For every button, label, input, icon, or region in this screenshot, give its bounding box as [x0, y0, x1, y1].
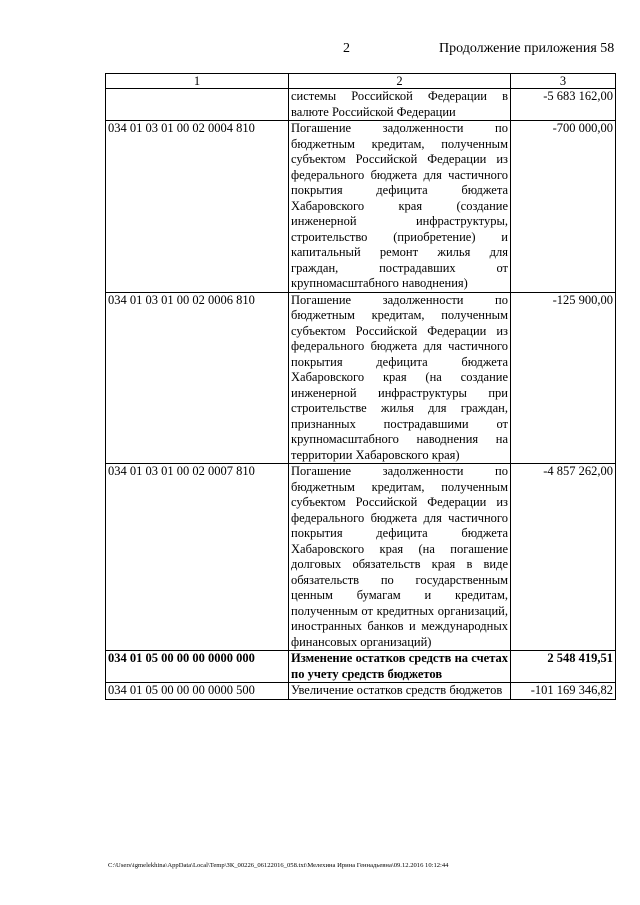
- budget-sources-table: [105, 73, 616, 700]
- table-row: [106, 464, 616, 651]
- row-name: Погашение задолженности по бюджетным кредитам, полученным субъектом Российской Федерации из федерального бюджета для частичного покрытия дефицита бюджета Хабаровского края (создание инженерной инфраструктуры, строительство (приобретение) и капитальный ремонт жилья для граждан, пострадавших от крупномасштабного наводнения): [289, 121, 511, 293]
- row-code: 034 01 05 00 00 00 0000 500: [106, 683, 289, 700]
- row-code: 034 01 03 01 00 02 0007 810: [106, 464, 289, 651]
- table-row: [106, 89, 616, 121]
- row-code: 034 01 03 01 00 02 0006 810: [106, 292, 289, 464]
- table-row: [106, 121, 616, 293]
- table-row: [106, 683, 616, 700]
- row-name: Погашение задолженности по бюджетным кредитам, полученным субъектом Российской Федерации из федерального бюджета для частичного покрытия дефицита бюджета Хабаровского края (на создание инженерной инфраструктуры при строительстве жилья для граждан, признанных пострадавшими от крупномасштабного наводнения на территории Хабаровского края): [289, 292, 511, 464]
- row-amount: -5 683 162,00: [511, 89, 616, 121]
- row-code: 034 01 03 01 00 02 0004 810: [106, 121, 289, 293]
- column-header-3: 3: [511, 74, 616, 89]
- row-name: системы Российской Федерации в валюте Российской Федерации: [289, 89, 511, 121]
- row-amount: -101 169 346,82: [511, 683, 616, 700]
- row-name: Погашение задолженности по бюджетным кредитам, полученным субъектом Российской Федерации из федерального бюджета для частичного покрытия дефицита бюджета Хабаровского края (на погашение долговых обязательств края в виде обязательств по государственным ценным бумагам и кредитам, полученным от кредитных организаций, иностранных банков и международных финансовых организаций): [289, 464, 511, 651]
- table-row: [106, 292, 616, 464]
- table-header-row: [106, 74, 616, 89]
- file-path-footer: C:\Users\igmelekhina\AppData\Local\Temp\ЗК_00226_06122016_058.txt\Мелехина Ирина Геннадьевна\09.12.2016 10:12:44: [108, 862, 449, 869]
- column-header-2: 2: [289, 74, 511, 89]
- row-name: Увеличение остатков средств бюджетов: [289, 683, 511, 700]
- appendix-continuation-title: Продолжение приложения 58: [439, 41, 615, 56]
- row-name: Изменение остатков средств на счетах по учету средств бюджетов: [289, 651, 511, 683]
- row-amount: -4 857 262,00: [511, 464, 616, 651]
- row-amount: -125 900,00: [511, 292, 616, 464]
- row-code: [106, 89, 289, 121]
- table-row-total: [106, 651, 616, 683]
- row-code: 034 01 05 00 00 00 0000 000: [106, 651, 289, 683]
- row-amount: 2 548 419,51: [511, 651, 616, 683]
- page-number: 2: [343, 41, 350, 56]
- column-header-1: 1: [106, 74, 289, 89]
- row-amount: -700 000,00: [511, 121, 616, 293]
